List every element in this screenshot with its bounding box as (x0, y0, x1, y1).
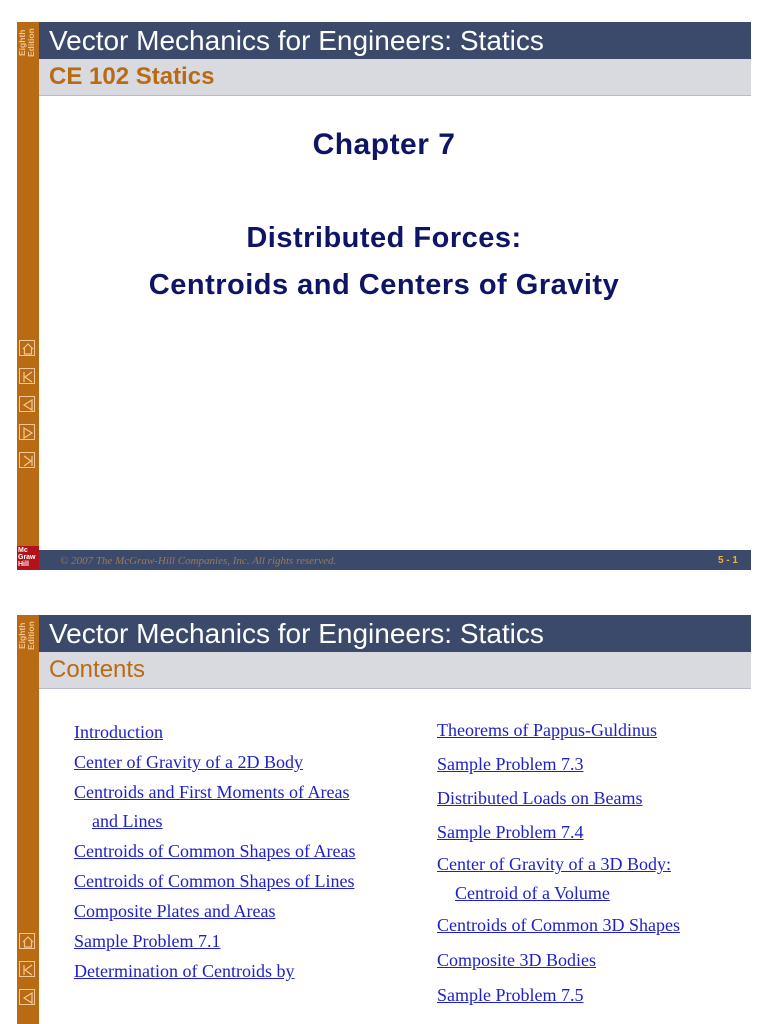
previous-slide-icon[interactable] (19, 989, 35, 1005)
logo-line: Graw (18, 554, 36, 561)
toc-link-centroids-common-lines[interactable]: Centroids of Common Shapes of Lines (74, 871, 355, 891)
toc-link-centroids-first-moments-cont[interactable]: and Lines (92, 811, 163, 831)
slide-nav (19, 933, 37, 1017)
toc-link-center-of-gravity-3d[interactable]: Center of Gravity of a 3D Body: (437, 854, 671, 874)
toc-link-centroid-of-volume[interactable]: Centroid of a Volume (455, 883, 610, 903)
toc-link-centroids-first-moments[interactable]: Centroids and First Moments of Areas (74, 782, 350, 802)
contents-left-column (74, 717, 355, 986)
publisher-logo (17, 546, 39, 570)
slide-contents (0, 615, 768, 1024)
chapter-number: Chapter 7 (312, 128, 456, 161)
first-slide-icon[interactable] (19, 961, 35, 977)
home-icon[interactable] (19, 933, 35, 949)
toc-link-centroids-common-3d[interactable]: Centroids of Common 3D Shapes (437, 915, 680, 935)
toc-link-introduction[interactable]: Introduction (74, 722, 163, 742)
toc-link-distributed-loads[interactable]: Distributed Loads on Beams (437, 788, 643, 808)
previous-slide-icon[interactable] (19, 396, 35, 412)
edition-label: Eighth Edition (17, 621, 36, 651)
page-number: 5 - 1 (717, 555, 738, 566)
toc-link-determination-of-centroids[interactable]: Determination of Centroids by (74, 961, 295, 981)
contents-right-column (437, 713, 680, 1013)
chapter-heading-line2: Centroids and Centers of Gravity (148, 269, 620, 301)
toc-link-center-of-gravity-2d[interactable]: Center of Gravity of a 2D Body (74, 752, 303, 772)
chapter-heading-line1: Distributed Forces: (246, 222, 522, 254)
toc-link-centroids-common-areas[interactable]: Centroids of Common Shapes of Areas (74, 841, 356, 861)
toc-link-sample-problem-7-1[interactable]: Sample Problem 7.1 (74, 931, 221, 951)
subtitle-bar (39, 652, 751, 689)
slide-nav (19, 340, 37, 480)
copyright-notice: © 2007 The McGraw-Hill Companies, Inc. All rights reserved. (60, 555, 337, 567)
home-icon[interactable] (19, 340, 35, 356)
book-title: Vector Mechanics for Engineers: Statics (49, 618, 544, 649)
logo-line: Hill (18, 561, 29, 568)
slide-title (0, 22, 768, 570)
book-title: Vector Mechanics for Engineers: Statics (49, 25, 544, 56)
logo-line: Mc (18, 547, 28, 554)
toc-link-sample-problem-7-4[interactable]: Sample Problem 7.4 (437, 822, 584, 842)
contents-subtitle: Contents (49, 656, 146, 683)
next-slide-icon[interactable] (19, 424, 35, 440)
edition-label: Eighth Edition (17, 28, 36, 58)
first-slide-icon[interactable] (19, 368, 35, 384)
course-subtitle: CE 102 Statics (49, 63, 215, 90)
toc-link-composite-plates[interactable]: Composite Plates and Areas (74, 901, 276, 921)
toc-link-sample-problem-7-3[interactable]: Sample Problem 7.3 (437, 754, 584, 774)
toc-link-composite-3d-bodies[interactable]: Composite 3D Bodies (437, 950, 597, 970)
last-slide-icon[interactable] (19, 452, 35, 468)
toc-link-sample-problem-7-5[interactable]: Sample Problem 7.5 (437, 985, 584, 1005)
toc-link-pappus-guldinus[interactable]: Theorems of Pappus-Guldinus (437, 720, 657, 740)
